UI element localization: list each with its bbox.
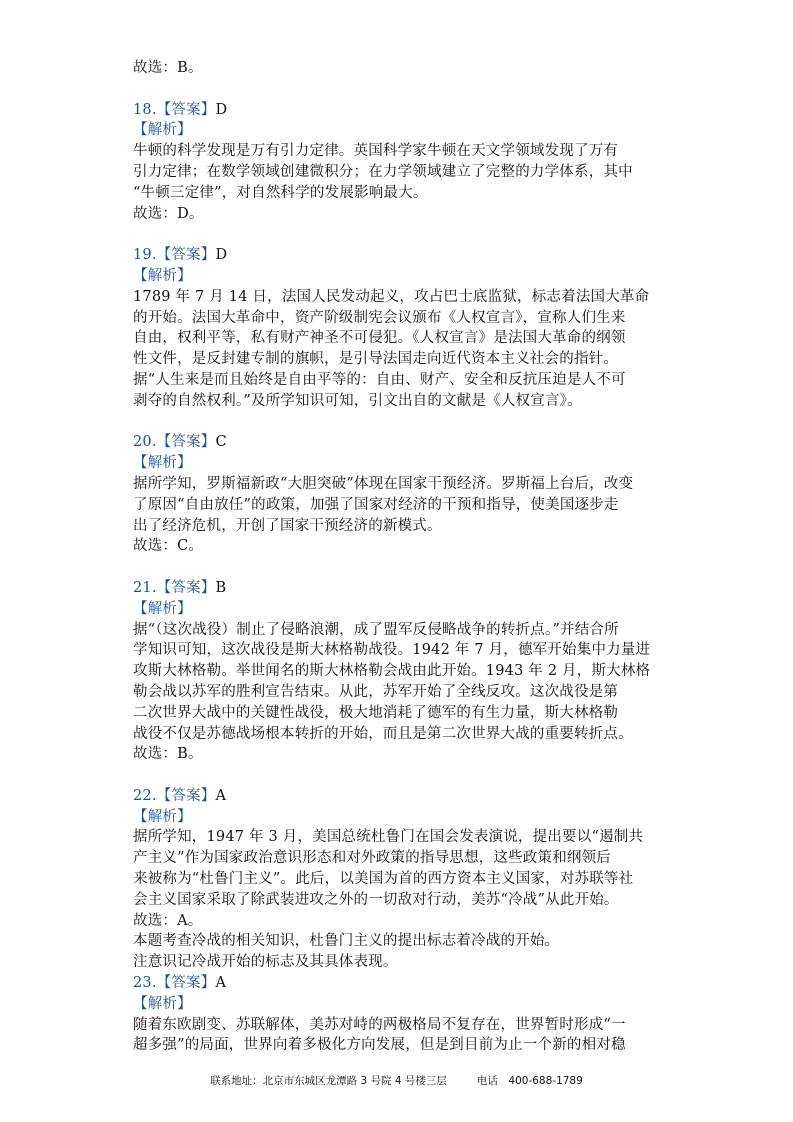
analysis-label: 【解析】 bbox=[133, 808, 192, 825]
section-gap bbox=[133, 224, 673, 245]
answer-tag: 【答案】 bbox=[156, 975, 216, 992]
page-footer bbox=[0, 1073, 793, 1088]
analysis-text-line: 据所学知，罗斯福新政“大胆突破”体现在国家干预经济。罗斯福上台后，改变 bbox=[133, 475, 634, 492]
question-number: 18. bbox=[133, 101, 157, 118]
analysis-text-line: 来被称为“杜鲁门主义”。此后，以美国为首的西方资本主义国家，对苏联等社 bbox=[133, 871, 634, 888]
answer-content bbox=[133, 58, 673, 1056]
analysis-text-line: 了原因“自由放任”的政策，加强了国家对经济的干预和指导，使美国逐步走 bbox=[133, 496, 619, 513]
footer-address: 联系地址：北京市东城区龙潭路 3 号院 4 号楼三层 bbox=[210, 1075, 447, 1087]
analysis-text-line: 的开始。法国大革命中，资产阶级制宪会议颁布《人权宣言》，宣称人们生来 bbox=[133, 309, 626, 326]
analysis-text-line: 战役不仅是苏德战场根本转折的开始，而且是第二次世界大战的重要转折点。 bbox=[133, 725, 633, 742]
analysis-text-line: 据“（这次战役）制止了侵略浪潮，成了盟军反侵略战争的转折点。”并结合所 bbox=[133, 621, 619, 638]
analysis-text-line: “牛顿三定律”，对自然科学的发展影响最大。 bbox=[133, 184, 428, 201]
answer-tag: 【答案】 bbox=[156, 579, 216, 596]
answer-tag: 【答案】 bbox=[156, 101, 216, 118]
question-number: 22. bbox=[133, 787, 157, 804]
section-gap bbox=[133, 765, 673, 786]
analysis-text-line: 故选：B。 bbox=[133, 746, 203, 763]
analysis-label: 【解析】 bbox=[133, 122, 192, 139]
analysis-text-line: 自由，权利平等，私有财产神圣不可侵犯。《人权宣言》是法国大革命的纲领 bbox=[133, 330, 626, 347]
question-number: 20. bbox=[133, 434, 157, 451]
analysis-text-line: 性文件，是反封建专制的旗帜，是引导法国走向近代资本主义社会的指针。 bbox=[133, 351, 619, 368]
analysis-text-line: 据“人生来是而且始终是自由平等的：自由、财产、安全和反抗压迫是人不可 bbox=[133, 371, 626, 388]
analysis-text-line: 超多强”的局面，世界向着多极化方向发展，但是到目前为止一个新的相对稳 bbox=[133, 1037, 626, 1054]
answer-tag: 【答案】 bbox=[156, 434, 216, 451]
analysis-label: 【解析】 bbox=[133, 455, 192, 472]
analysis-text-line: 故选：C。 bbox=[133, 538, 204, 555]
answer-header bbox=[133, 973, 673, 994]
footer-phone: 电话 400-688-1789 bbox=[476, 1075, 583, 1087]
analysis-text-line: 学知识可知，这次战役是斯大林格勒战役。1942 年 7 月，德军开始集中力量进 bbox=[133, 642, 651, 659]
analysis-text-line: 本题考查冷战的相关知识，杜鲁门主义的提出标志着冷战的开始。 bbox=[133, 933, 560, 950]
section-gap bbox=[133, 412, 673, 433]
answer-choice: A bbox=[215, 787, 227, 804]
analysis-text-line: 故选：B。 bbox=[133, 60, 203, 76]
section-gap bbox=[133, 79, 673, 100]
analysis-text-line: 剥夺的自然权利。”及所学知识可知，引文出自的文献是《人权宣言》。 bbox=[133, 392, 582, 409]
analysis-text-line: 攻斯大林格勒。举世闻名的斯大林格勒会战由此开始。1943 年 2 月，斯大林格 bbox=[133, 663, 651, 680]
answer-header bbox=[133, 100, 673, 121]
analysis-text-line: 1789 年 7 月 14 日，法国人民发动起义，攻占巴士底监狱，标志着法国大革命 bbox=[133, 288, 650, 305]
analysis-text-line: 随着东欧剧变、苏联解体，美苏对峙的两极格局不复存在，世界暂时形成“一 bbox=[133, 1016, 626, 1033]
answer-choice: D bbox=[215, 247, 228, 264]
answer-choice: D bbox=[215, 101, 228, 118]
answer-tag: 【答案】 bbox=[156, 247, 216, 264]
answer-choice: B bbox=[215, 579, 227, 596]
analysis-text-line: 据所学知，1947 年 3 月，美国总统杜鲁门在国会发表演说，提出要以“遏制共 bbox=[133, 829, 644, 846]
answer-choice: C bbox=[215, 434, 227, 451]
answer-tag: 【答案】 bbox=[156, 787, 216, 804]
analysis-text-line: 引力定律；在数学领域创建微积分；在力学领域建立了完整的力学体系，其中 bbox=[133, 163, 633, 180]
answer-header bbox=[133, 578, 673, 599]
answer-header bbox=[133, 245, 673, 266]
section-gap bbox=[133, 557, 673, 578]
analysis-label: 【解析】 bbox=[133, 267, 192, 284]
analysis-text-line: 产主义”作为国家政治意识形态和对外政策的指导思想，这些政策和纲领后 bbox=[133, 850, 612, 867]
analysis-text-line: 出了经济危机，开创了国家干预经济的新模式。 bbox=[133, 517, 442, 534]
analysis-text-line: 勒会战以苏军的胜利宣告结束。从此，苏军开始了全线反攻。这次战役是第 bbox=[133, 683, 619, 700]
analysis-text-line: 牛顿的科学发现是万有引力定律。英国科学家牛顿在天文学领域发现了万有 bbox=[133, 143, 619, 160]
analysis-label: 【解析】 bbox=[133, 600, 192, 617]
question-number: 19. bbox=[133, 247, 157, 264]
answer-choice: A bbox=[215, 975, 227, 992]
analysis-text-line: 二次世界大战中的关键性战役，极大地消耗了德军的有生力量，斯大林格勒 bbox=[133, 704, 619, 721]
answer-header bbox=[133, 432, 673, 453]
analysis-label: 【解析】 bbox=[133, 995, 192, 1012]
analysis-text-line: 故选：D。 bbox=[133, 205, 204, 222]
analysis-text-line: 会主义国家采取了除武装进攻之外的一切敌对行动，美苏“冷战”从此开始。 bbox=[133, 891, 619, 908]
analysis-text-line: 故选：A。 bbox=[133, 912, 203, 929]
question-number: 21. bbox=[133, 579, 157, 596]
answer-header bbox=[133, 786, 673, 807]
question-number: 23. bbox=[133, 975, 157, 992]
analysis-text-line: 注意识记冷战开始的标志及其具体表现。 bbox=[133, 954, 398, 971]
